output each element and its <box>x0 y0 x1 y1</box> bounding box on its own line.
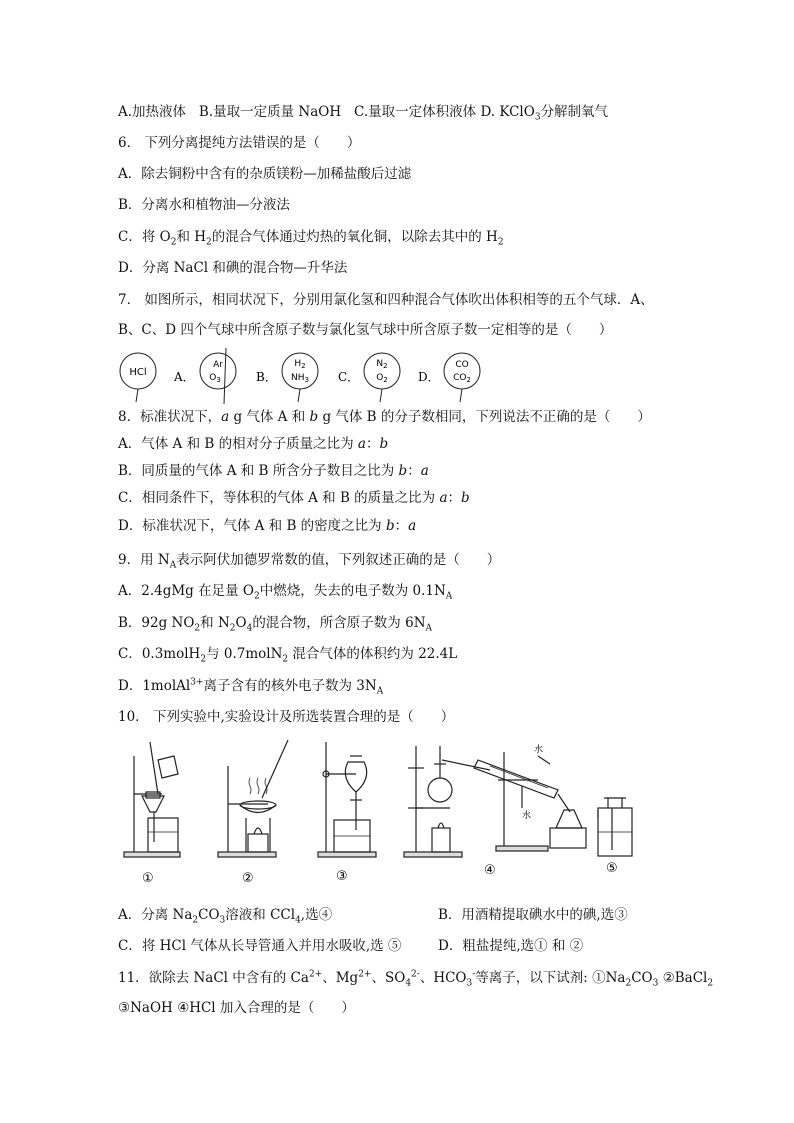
apparatus-5-gas-bottle <box>598 798 632 856</box>
q10-stem: 10． 下列实验中,实验设计及所选装置合理的是（ ） <box>118 709 455 725</box>
q6-option-d: D．分离 NaCl 和碘的混合物—升华法 <box>118 260 348 276</box>
balloon-b <box>282 353 318 402</box>
apparatus-3-separatory-funnel <box>318 742 376 857</box>
svg-text:NH3: $NH_3$ <box>291 373 309 384</box>
q9-option-d: D．1molAl$^{3+}$离子含有的核外电子数为 $3N_A$ <box>118 677 384 697</box>
svg-text:HCl: HCl <box>129 367 147 378</box>
balloon-hcl <box>120 353 156 402</box>
svg-text:CO2: $CO_2$ <box>453 373 471 384</box>
q7-stem-line2: B、C、D 四个气球中所含原子数与氯化氢气球中所含原子数一定相等的是（ ） <box>118 322 613 338</box>
q10-option-c: C．将 HCl 气体从长导管通入并用水吸收,选 ⑤ <box>118 938 402 954</box>
q6-stem: 6． 下列分离提纯方法错误的是（ ） <box>118 135 361 151</box>
distillation-water-out-label: 水 <box>534 745 544 755</box>
q8-option-a: A．气体 A 和 B 的相对分子质量之比为 a：b <box>118 436 389 452</box>
q6-option-c: C．将 $O_2$和 $H_2$的混合气体通过灼热的氧化铜，以除去其中的 $H_2$ <box>118 229 504 248</box>
q5-option-a: A.加热液体 <box>118 104 187 120</box>
q9-option-b: B．92g $NO_2$和 $N_2O_4$的混合物，所含原子数为 $6N_A$ <box>118 615 433 634</box>
apparatus-4-distillation <box>404 746 586 857</box>
apparatus-label-4: ④ <box>484 863 496 878</box>
q5-options-line: A.加热液体 B.量取一定质量 NaOH C.量取一定体积液体 D. KClO$_3$分解制氧气 <box>118 104 609 123</box>
q7-stem-line1: 7． 如图所示，相同状况下，分别用氯化氢和四种混合气体吹出体积相等的五个气球．A、 <box>118 292 654 308</box>
q8-option-b: B．同质量的气体 A 和 B 所含分子数目之比为 b：a <box>118 463 429 479</box>
q5-option-d: D. KClO <box>480 104 535 120</box>
svg-text:O2: $O_2$ <box>376 373 388 384</box>
apparatus-2-evaporation <box>218 740 288 857</box>
balloon-d-letter: D． <box>418 370 440 384</box>
q7-balloons-figure <box>118 350 488 402</box>
q8-option-d: D．标准状况下，气体 A 和 B 的密度之比为 b：a <box>118 518 417 534</box>
svg-text:N2: $N_2$ <box>376 359 388 370</box>
balloon-c <box>364 353 400 402</box>
q9-stem: 9．用 $N_A$表示阿伏加德罗常数的值，下列叙述正确的是（ ） <box>118 552 501 571</box>
q10-option-a: A．分离 $Na_2CO_3$溶液和 CCl$_4$,选④ <box>118 907 333 926</box>
svg-text:Ar: Ar <box>213 360 223 370</box>
q5-option-b: B.量取一定质量 NaOH <box>198 104 342 120</box>
apparatus-label-2: ② <box>242 871 254 886</box>
svg-text:O3: $O_3$ <box>209 373 221 384</box>
q9-option-a: A．2.4gMg 在足量 $O_2$中燃烧，失去的电子数为 $0.1N_A$ <box>118 583 453 602</box>
balloon-a <box>200 348 236 404</box>
balloon-a-letter: A． <box>174 370 195 384</box>
q8-option-c: C．相同条件下，等体积的气体 A 和 B 的质量之比为 a：b <box>118 490 470 506</box>
q11-stem: 11．欲除去 NaCl 中含有的 $Ca^{2+}$、$Mg^{2+}$、$SO_4^{2-}$、$HCO_3^-$等离子，以下试剂: $①Na_2CO_3$ ②BaCl$_2$ <box>118 969 714 989</box>
svg-text:H2: $H_2$ <box>294 359 306 370</box>
q10-apparatus-figure <box>118 738 648 888</box>
apparatus-1-filtration <box>124 742 180 857</box>
svg-text:CO: CO <box>455 360 469 370</box>
apparatus-label-3: ③ <box>336 869 348 884</box>
q11-stem-line2: ③NaOH ④HCl 加入合理的是（ ） <box>118 1000 355 1016</box>
balloon-c-letter: C． <box>338 370 360 384</box>
q8-stem: 8．标准状况下，a g 气体 A 和 b g 气体 B 的分子数相同，下列说法不正确的是（ ） <box>118 409 651 425</box>
distillation-water-in-label: 水 <box>522 811 532 821</box>
apparatus-label-1: ① <box>142 871 154 886</box>
q6-option-b: B．分离水和植物油—分液法 <box>118 197 290 213</box>
q10-option-d: D．粗盐提纯,选① 和 ② <box>438 938 584 954</box>
balloon-d <box>444 353 480 402</box>
q5-option-c: C.量取一定体积液体 <box>354 104 477 120</box>
q6-option-a: A．除去铜粉中含有的杂质镁粉—加稀盐酸后过滤 <box>118 166 412 182</box>
balloon-b-letter: B． <box>256 370 277 384</box>
apparatus-label-5: ⑤ <box>606 861 618 876</box>
q10-option-b: B．用酒精提取碘水中的碘,选③ <box>438 907 628 923</box>
q9-option-c: C．0.3molH$_2$与 0.7molN$_2$ 混合气体的体积约为 22.4L <box>118 646 458 665</box>
